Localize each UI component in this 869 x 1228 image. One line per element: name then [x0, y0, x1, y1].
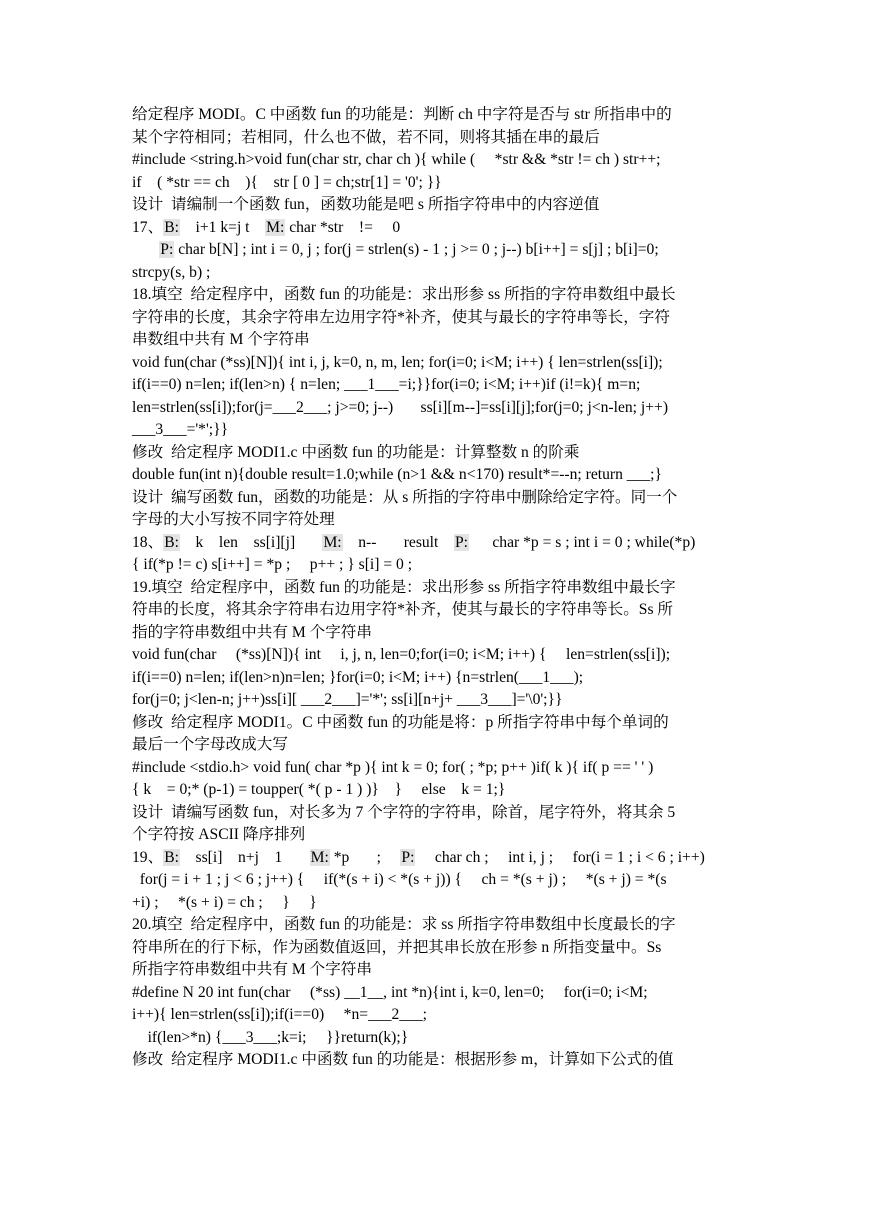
text-line — [132, 352, 742, 375]
text-span: if ( *str == ch ){ str [ 0 ] = ch;str[1] = '0'; }} — [132, 173, 442, 191]
text-span — [132, 241, 159, 258]
text-span: 符串所在的行下标，作为函数值返回，并把其串长放在形参 n 所指变量中。Ss — [132, 938, 662, 956]
text-line — [132, 667, 742, 690]
text-line — [132, 442, 742, 465]
text-span: strcpy(s, b) ; — [132, 263, 211, 281]
highlighted-label: P: — [454, 533, 468, 551]
text-span: 串数组中共有 M 个字符串 — [132, 331, 310, 348]
text-line — [132, 644, 742, 667]
text-line — [132, 869, 742, 892]
text-span: char ch ; int i, j ; for(i = 1 ; i < 6 ; i++) — [415, 848, 705, 866]
text-span: 19、 — [132, 848, 164, 866]
text-line — [132, 1027, 742, 1050]
text-span: { if(*p != c) s[i++] = *p ; p++ ; } s[i] = 0 ; — [132, 556, 413, 573]
text-line — [132, 374, 742, 397]
text-span: 20.填空 给定程序中，函数 fun 的功能是：求 ss 所指字符串数组中长度最长的字 — [132, 916, 676, 933]
text-span: 给定程序 MODI。C 中函数 fun 的功能是：判断 ch 中字符是否与 str 所指串中的 — [132, 106, 672, 123]
text-line — [132, 127, 742, 150]
text-line — [132, 487, 742, 510]
text-line — [132, 577, 742, 600]
text-line — [132, 262, 742, 285]
text-line — [132, 464, 742, 487]
text-span: 修改 给定程序 MODI1.c 中函数 fun 的功能是：计算整数 n 的阶乘 — [132, 443, 580, 461]
text-line — [132, 1004, 742, 1027]
text-span: for(j=0; j<len-n; j++)ss[i][ ___2___]='*'; ss[i][n+j+ ___3___]='\0';}} — [132, 691, 563, 708]
text-span: void fun(char (*ss)[N]){ int i, j, n, len=0;for(i=0; i<M; i++) { len=strlen(ss[i]); — [132, 646, 671, 663]
text-span: #include <string.h>void fun(char str, char ch ){ while ( *str && *str != ch ) str++; — [132, 151, 661, 168]
text-line — [132, 509, 742, 532]
text-span: 所指字符串数组中共有 M 个字符串 — [132, 961, 372, 978]
text-line — [132, 532, 742, 555]
text-line — [132, 217, 742, 240]
text-span: { k = 0;* (p-1) = toupper( *( p - 1 ) )} } else k = 1;} — [132, 781, 506, 798]
text-line — [132, 757, 742, 780]
text-line — [132, 239, 742, 262]
text-line — [132, 419, 742, 442]
text-span: 18、 — [132, 533, 164, 551]
text-span: +i) ; *(s + i) = ch ; } } — [132, 893, 317, 911]
text-line — [132, 734, 742, 757]
text-span: 指的字符串数组中共有 M 个字符串 — [132, 623, 372, 641]
text-line — [132, 982, 742, 1005]
text-line — [132, 284, 742, 307]
text-span: *p ; — [329, 848, 401, 866]
text-line — [132, 892, 742, 915]
text-line — [132, 554, 742, 577]
text-span: i+1 k=j t — [179, 218, 266, 236]
text-line — [132, 914, 742, 937]
text-span: 最后一个字母改成大写 — [132, 736, 288, 753]
text-line — [132, 149, 742, 172]
highlighted-label: M: — [323, 533, 342, 551]
highlighted-label: B: — [164, 218, 179, 236]
text-span: 19.填空 给定程序中，函数 fun 的功能是：求出形参 ss 所指字符串数组中最长字 — [132, 578, 676, 596]
text-line — [132, 172, 742, 195]
document-page — [132, 104, 742, 1072]
highlighted-label: P: — [160, 241, 174, 258]
text-span: if(len>*n) {___3___;k=i; }}return(k);} — [132, 1028, 409, 1046]
text-span: 设计 请编写函数 fun，对长多为 7 个字符的字符串，除首，尾字符外，将其余 5 — [132, 803, 676, 821]
text-line — [132, 689, 742, 712]
text-span: 字母的大小写按不同字符处理 — [132, 511, 335, 528]
text-span: #include <stdio.h> void fun( char *p ){ int k = 0; for( ; *p; p++ )if( k ){ if( p == ' ' ) — [132, 758, 654, 776]
text-span: ss[i] n+j 1 — [179, 848, 310, 866]
highlighted-label: B: — [164, 533, 179, 551]
text-span: char *str != 0 — [285, 218, 401, 236]
text-span: 修改 给定程序 MODI1.c 中函数 fun 的功能是：根据形参 m，计算如下公式的值 — [132, 1051, 674, 1068]
text-line — [132, 307, 742, 330]
text-line — [132, 104, 742, 127]
text-line — [132, 824, 742, 847]
text-line — [132, 397, 742, 420]
text-line — [132, 329, 742, 352]
text-span: 字符串的长度，其余字符串左边用字符*补齐，使其与最长的字符串等长，字符 — [132, 308, 670, 326]
text-span: char b[N] ; int i = 0, j ; for(j = strlen(s) - 1 ; j >= 0 ; j--) b[i++] = s[j] ; b[i]=0; — [174, 241, 659, 258]
text-span: i++){ len=strlen(ss[i]);if(i==0) *n=___2___; — [132, 1006, 427, 1023]
text-line — [132, 779, 742, 802]
text-line — [132, 802, 742, 825]
text-line — [132, 847, 742, 870]
text-span: for(j = i + 1 ; j < 6 ; j++) { if(*(s + i) < *(s + j)) { ch = *(s + j) ; *(s + j) = *(s — [132, 871, 667, 888]
text-span: 17、 — [132, 218, 164, 236]
text-span: double fun(int n){double result=1.0;while (n>1 && n<170) result*=--n; return ___;} — [132, 466, 662, 483]
highlighted-label: P: — [401, 848, 415, 866]
text-span: if(i==0) n=len; if(len>n)n=len; }for(i=0; i<M; i++) {n=strlen(___1___); — [132, 668, 584, 686]
text-span: 设计 请编制一个函数 fun，函数功能是吧 s 所指字符串中的内容逆值 — [132, 196, 600, 213]
text-span: #define N 20 int fun(char (*ss) __1__, int *n){int i, k=0, len=0; for(i=0; i<M; — [132, 983, 648, 1001]
highlighted-label: M: — [266, 218, 285, 236]
text-span: 符串的长度，将其余字符串右边用字符*补齐，使其与最长的字符串等长。Ss 所 — [132, 601, 674, 618]
text-span: 修改 给定程序 MODI1。C 中函数 fun 的功能是将：p 所指字符串中每个单词的 — [132, 713, 669, 731]
text-span: 个字符按 ASCII 降序排列 — [132, 826, 306, 843]
text-line — [132, 1049, 742, 1072]
highlighted-label: B: — [164, 848, 179, 866]
text-line — [132, 194, 742, 217]
text-line — [132, 937, 742, 960]
text-span: k len ss[i][j] — [179, 533, 323, 551]
highlighted-label: M: — [310, 848, 329, 866]
text-span: if(i==0) n=len; if(len>n) { n=len; ___1___=i;}}for(i=0; i<M; i++)if (i!=k){ m=n; — [132, 376, 641, 393]
text-span: n-- result — [342, 533, 454, 551]
text-span: 18.填空 给定程序中，函数 fun 的功能是：求出形参 ss 所指的字符串数组中最长 — [132, 286, 676, 303]
text-line — [132, 622, 742, 645]
text-line — [132, 599, 742, 622]
text-span: ___3___='*';}} — [132, 421, 229, 438]
text-line — [132, 712, 742, 735]
text-span: 某个字符相同；若相同，什么也不做，若不同，则将其插在串的最后 — [132, 128, 600, 146]
text-line — [132, 959, 742, 982]
text-span: len=strlen(ss[i]);for(j=___2___; j>=0; j--) ss[i][m--]=ss[i][j];for(j=0; j<n-len; j++) — [132, 398, 669, 416]
text-span: char *p = s ; int i = 0 ; while(*p) — [468, 533, 696, 551]
text-span: void fun(char (*ss)[N]){ int i, j, k=0, n, m, len; for(i=0; i<M; i++) { len=strlen(ss[i]); — [132, 353, 663, 371]
text-span: 设计 编写函数 fun，函数的功能是：从 s 所指的字符串中删除给定字符。同一个 — [132, 488, 678, 506]
